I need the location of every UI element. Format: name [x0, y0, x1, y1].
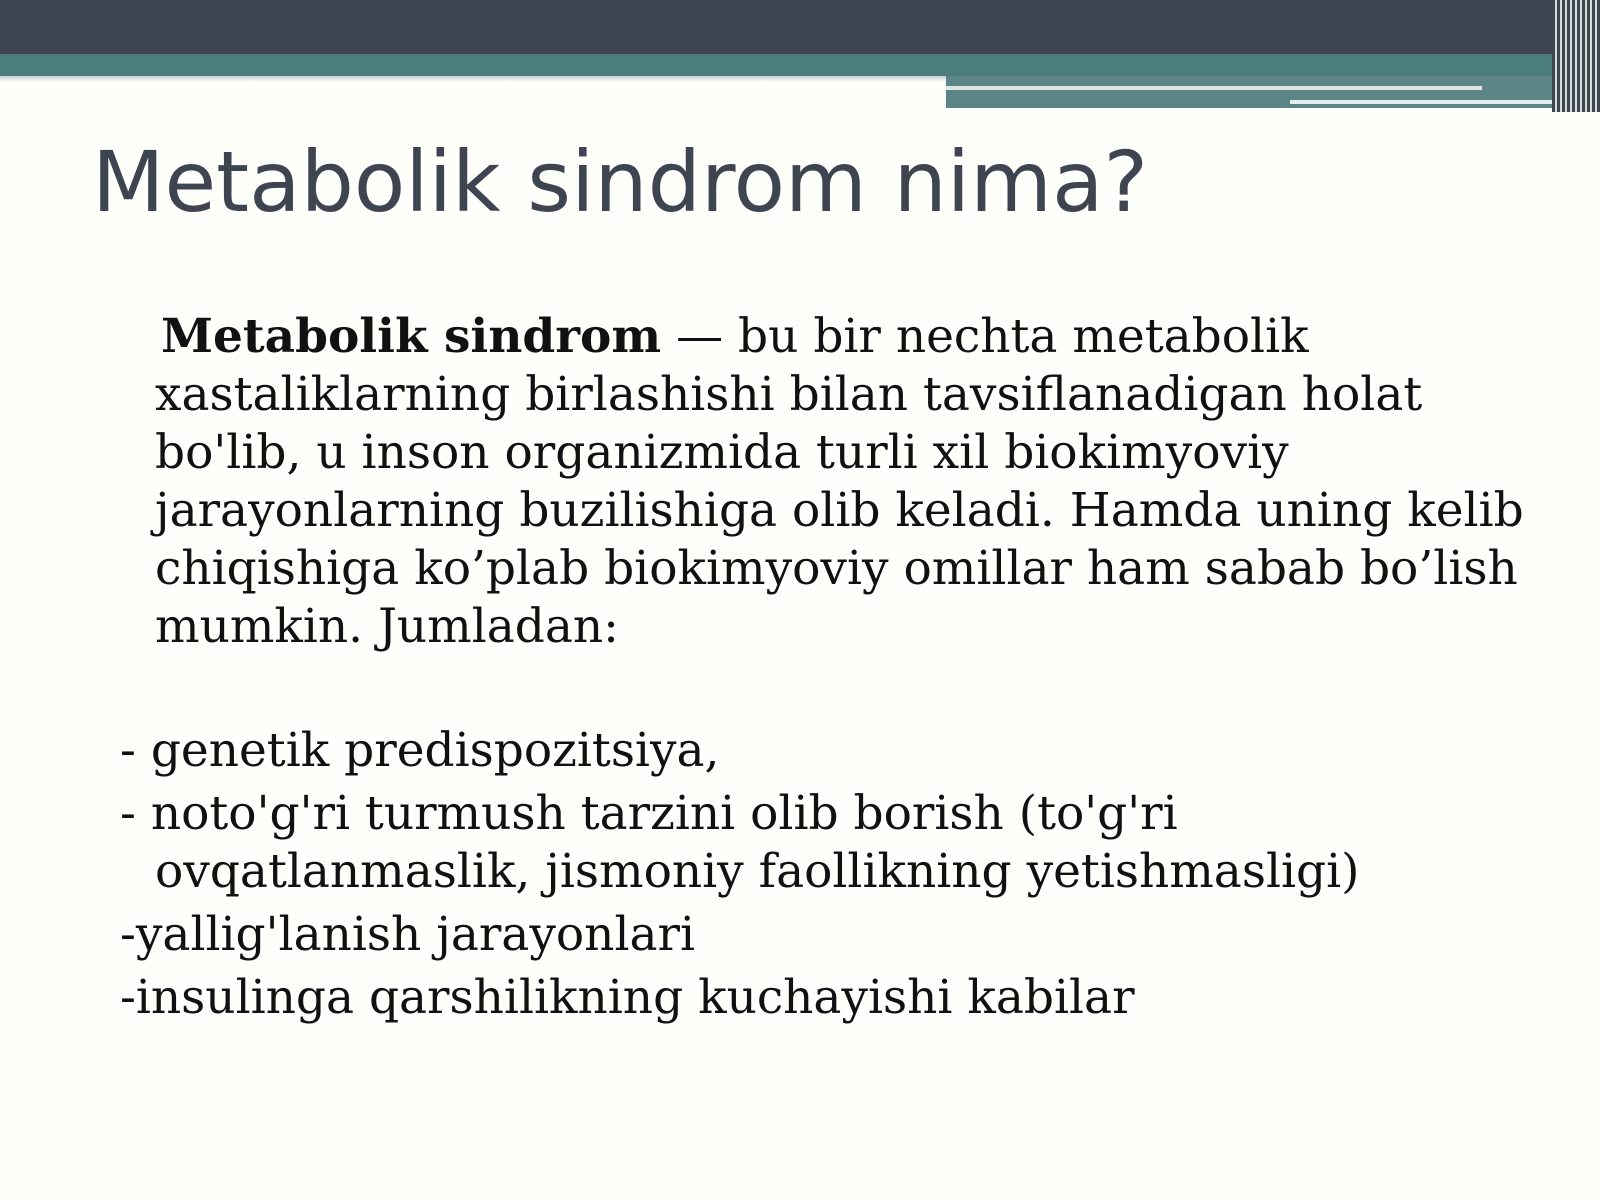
header-accent-line-short [1290, 100, 1570, 104]
header-dark-bar [0, 0, 1600, 54]
paragraph-line-5: chiqishiga ko’plab biokimyoviy omillar ham sabab bo’lish [155, 541, 1518, 596]
definition-paragraph [155, 308, 1555, 656]
header-teal-bar [0, 54, 1600, 76]
paragraph-line-4: jarayonlarning buzilishiga olib keladi. Hamda uning kelib [155, 483, 1524, 538]
list-item-lifestyle-line-1: - noto'g'ri turmush tarzini olib borish (to'g'ri [120, 786, 1178, 841]
paragraph-line-1 [155, 308, 1555, 366]
header-shadow [0, 76, 946, 82]
list-item-insulin: -insulinga qarshilikning kuchayishi kabilar [120, 970, 1135, 1025]
paragraph-line-1-rest: — bu bir nechta metabolik [661, 309, 1309, 364]
definition-term: Metabolik sindrom [161, 309, 662, 364]
header-accent-line [946, 86, 1482, 90]
list-item-lifestyle-line-2: ovqatlanmaslik, jismoniy faollikning yetishmasligi) [155, 844, 1360, 899]
header-stripes [1552, 0, 1600, 112]
paragraph-line-2: xastaliklarning birlashishi bilan tavsiflanadigan holat [155, 367, 1423, 422]
list-item-genetic: - genetik predispozitsiya, [120, 723, 720, 778]
list-item-inflammation: -yallig'lanish jarayonlari [120, 907, 695, 962]
paragraph-line-3: bo'lib, u inson organizmida turli xil biokimyoviy [155, 425, 1289, 480]
factors-list [120, 722, 1560, 1032]
paragraph-line-6: mumkin. Jumladan: [155, 599, 620, 654]
list-item-lifestyle [120, 785, 1560, 901]
slide-title: Metabolik sindrom nima? [92, 133, 1149, 231]
